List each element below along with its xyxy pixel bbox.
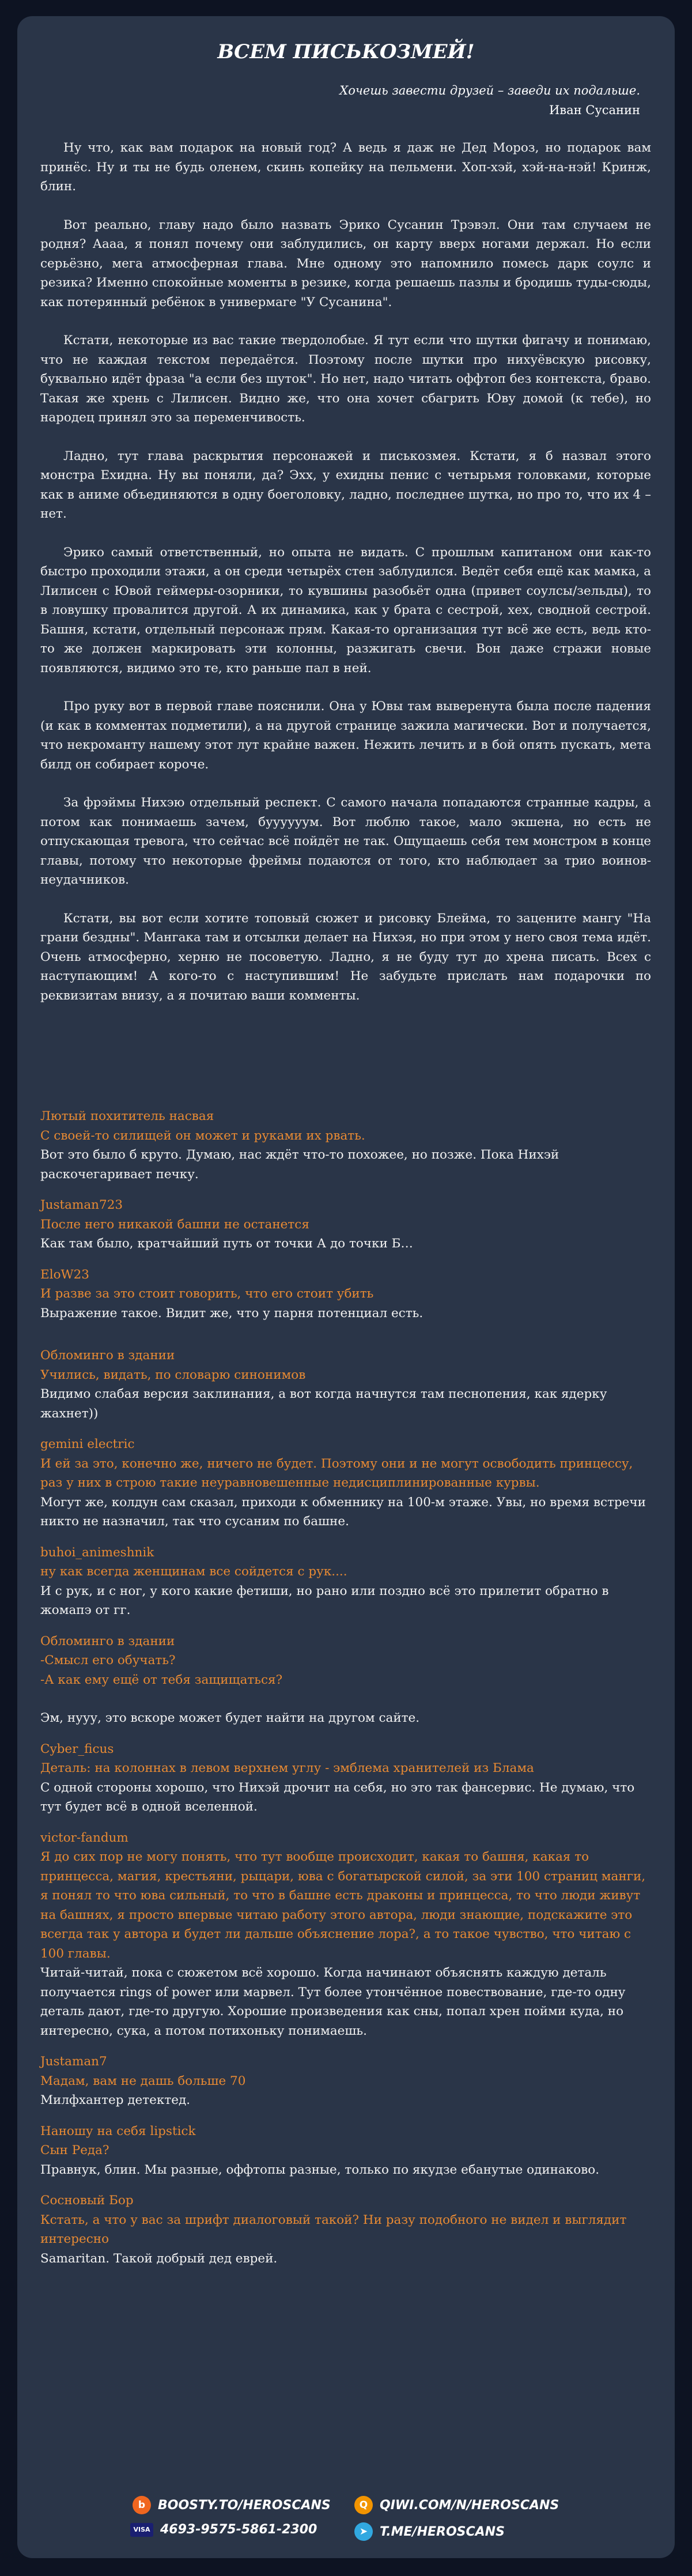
comment-reply: Samaritan. Такой добрый дед еврей. (40, 2251, 278, 2266)
boosty-url: BOOSTY.TO/HEROSCANS (158, 2498, 331, 2513)
comment-author: Cyber_ficus (40, 1741, 114, 1756)
comment-item (40, 1346, 651, 1423)
comment-replies (40, 1107, 651, 2280)
epigraph-quote: Хочешь завести друзей – заведи их подальше. (339, 84, 640, 97)
comment-item (40, 1107, 651, 1184)
comment-quote: Кстать, а что у вас за шрифт диалоговый такой? Ни разу подобного не видел и выглядит интересно (40, 2212, 627, 2246)
comment-author: Обломинго в здании (40, 1634, 175, 1649)
paragraph: Про руку вот в первой главе пояснили. Она у Ювы там выверенута была после падения (и как в комментах подметили), а на другой странице зажила магически. Вот и получается, что некроманту нашему этот лут крайне важен. Нежить лечить и в бой опять пускать, мета билд он собирает короче. (40, 699, 651, 772)
comment-reply: Видимо слабая версия заклинания, а вот когда начнутся там песнопения, как ядерку жахнет)) (40, 1387, 607, 1421)
boosty-link[interactable] (133, 2496, 331, 2514)
comment-reply: Вот это было б круто. Думаю, нас ждёт что-то похожее, но позже. Пока Нихэй раскочегаривает печку. (40, 1148, 559, 1182)
comment-quote: Я до сих пор не могу понять, что тут вообще происходит, какая то башня, какая то принцесса, магия, крестьяни, рыцари, юва с богатырской силой, за эти 100 страниц манги, я понял то что юва сильный, то что в башне есть драконы и принцесса, то что люди живут на башнях, я просто впервые читаю работу этого автора, люди знающие, подскажите это всегда так у автора и будет ли дальше объяснение лора?, а то такое чувство, что читаю с 100 главы. (40, 1850, 646, 1961)
comment-item (40, 2052, 651, 2110)
comment-quote: И разве за это стоит говорить, что его стоит убить (40, 1287, 374, 1301)
comment-item (40, 1195, 651, 1254)
comment-item (40, 2191, 651, 2268)
comment-item (40, 1632, 651, 1728)
comment-quote: Мадам, вам не дашь больше 70 (40, 2073, 246, 2088)
comment-item (40, 1740, 651, 1817)
page-title: ВСЕМ ПИСЬКОЗМЕЙ! (217, 40, 475, 63)
comment-reply: Правнук, блин. Мы разные, оффтопы разные, только по якудзе ебанутые одинаково. (40, 2162, 600, 2177)
epigraph (339, 81, 640, 120)
telegram-url: T.ME/HEROSCANS (380, 2524, 505, 2539)
comment-quote: С своей-то силищей он может и руками их рвать. (40, 1128, 365, 1143)
comment-quote: ну как всегда женщинам все сойдется с рук.... (40, 1564, 347, 1579)
comment-author: Наношу на себя lipstick (40, 2124, 196, 2139)
comment-quote: И ей за это, конечно же, ничего не будет. Поэтому они и не могут освободить принцессу, раз у них в строю такие неуравновешенные недисциплинированные курвы. (40, 1456, 633, 1490)
card-number: 4693-9575-5861-2300 (160, 2522, 317, 2537)
telegram-icon: ➤ (354, 2522, 373, 2541)
comment-quote: Учились, видать, по словарю синонимов (40, 1367, 306, 1382)
visa-icon: VISA (130, 2523, 153, 2537)
comment-author: buhoi_animeshnik (40, 1545, 154, 1560)
comment-reply: Могут же, колдун сам сказал, приходи к обменнику на 100-м этаже. Увы, но время встречи никто не назначил, так что сусаним по башне. (40, 1495, 646, 1529)
translator-note (40, 138, 651, 1024)
comment-author: Сосновый Бор (40, 2193, 134, 2208)
card-number-block (130, 2522, 317, 2537)
comment-item (40, 1543, 651, 1620)
telegram-link[interactable] (354, 2522, 505, 2541)
comment-quote: -Смысл его обучать? -А как ему ещё от тебя защищаться? (40, 1653, 283, 1687)
comment-author: Justaman723 (40, 1198, 123, 1212)
paragraph: Кстати, некоторые из вас такие твердолобые. Я тут если что шутки фигачу и понимаю, что не каждая текстом передаётся. Поэтому после шутки про нихуёвскую рисовку, буквально идёт фраза "а если без шуток". Но нет, надо читать оффтоп без контекста, браво. Такая же хрень с Лилисен. Видно же, что она хочет сбагрить Юву домой (к тебе), но народец принял это за переменчивость. (40, 333, 651, 425)
comment-reply: Милфхантер детектед. (40, 2093, 191, 2107)
comment-reply: Эм, нууу, это вскоре может будет найти на другом сайте. (40, 1711, 420, 1725)
comment-author: Justaman7 (40, 2054, 107, 2069)
comment-quote: Сын Реда? (40, 2143, 109, 2158)
paragraph: Вот реально, главу надо было назвать Эрико Сусанин Трэвэл. Они там случаем не родня? Аааа, я понял почему они заблудились, он карту вверх ногами держал. Но если серьёзно, мега атмосферная глава. Мне одному это напомнило помесь дарк соулс и резика? Именно спокойные моменты в резике, когда решаешь пазлы и бродишь туды-сюды, как потерянный ребёнок в универмаге "У Сусанина". (40, 217, 651, 310)
comment-author: victor-fandum (40, 1830, 128, 1845)
paragraph: Ну что, как вам подарок на новый год? А ведь я даж не Дед Мороз, но подарок вам принёс. Ну и ты не будь оленем, скинь копейку на пельмени. Хоп-хэй, хэй-на-нэй! Кринж, блин. (40, 141, 651, 194)
comment-author: Лютый похититель насвая (40, 1109, 214, 1123)
comment-item (40, 1435, 651, 1532)
comment-item (40, 2122, 651, 2180)
paragraph: Ладно, тут глава раскрытия персонажей и писькозмея. Кстати, я б назвал этого монстра Ехидна. Ну вы поняли, да? Эхх, у ехидны пенис с четырьмя головками, которые как в аниме объединяются в одну боеголовку, ладно, последнее шутка, но про то, что их 4 – нет. (40, 448, 651, 521)
qiwi-link[interactable] (354, 2496, 559, 2514)
boosty-icon: b (133, 2496, 151, 2514)
comment-item (40, 1828, 651, 2041)
comment-reply: Как там было, кратчайший путь от точки А до точки Б… (40, 1236, 413, 1251)
comment-item (40, 1265, 651, 1323)
comment-author: gemini electric (40, 1437, 135, 1451)
comment-quote: Деталь: на колоннах в левом верхнем углу - эмблема хранителей из Блама (40, 1761, 534, 1775)
comment-reply: Выражение такое. Видит же, что у парня потенциал есть. (40, 1306, 423, 1321)
paragraph: Кстати, вы вот если хотите топовый сюжет и рисовку Блейма, то зацените мангу "На грани бездны". Мангака там и отсылки делает на Нихэя, но при этом у него своя тема идёт. Очень атмосферно, херню не посоветую. Ладно, я не буду тут до хрена писать. Всех с наступающим! А кого-то с наступившим! Не забудьте прислать нам подарочки по реквизитам внизу, а я почитаю ваши комменты. (40, 911, 651, 1003)
comment-author: EloW23 (40, 1267, 89, 1282)
epigraph-author: Иван Сусанин (549, 103, 640, 117)
qiwi-url: QIWI.COM/N/HEROSCANS (380, 2498, 559, 2513)
comment-reply: И с рук, и с ног, у кого какие фетиши, но рано или поздно всё это прилетит обратно в жомапэ от гг. (40, 1583, 609, 1617)
qiwi-icon: Q (354, 2496, 373, 2514)
paragraph: За фрэймы Нихэю отдельный респект. С самого начала попадаются странные кадры, а потом как понимаешь зачем, буууууум. Вот люблю такое, мало экшена, но есть не отпускающая тревога, что сейчас всё пойдёт не так. Ощущаешь себя тем монстром в конце главы, потому что некоторые фреймы подаются от того, кто наблюдает за трио воинов-неудачников. (40, 795, 651, 887)
paragraph: Эрико самый ответственный, но опыта не видать. С прошлым капитаном они как-то быстро проходили этажи, а он среди четырёх стен заблудился. Ведёт себя ещё как мамка, а Лилисен с Ювой геймеры-озорники, то кувшины разобьёт одна (привет соулсы/зельды), то в ловушку провалится другой. А их динамика, как у брата с сестрой, хех, сводной сестрой. Башня, кстати, отдельный персонаж прям. Какая-то организация тут всё же есть, ведь кто-то же должен маркировать эти колонны, разжигать свечи. Вон даже стражи новые появляются, видимо это те, кто раньше пал в ней. (40, 545, 651, 676)
comment-reply: Читай-читай, пока с сюжетом всё хорошо. Когда начинают объяснять каждую деталь получается rings of power или марвел. Тут более утончённое повествование, где-то одну деталь дают, где-то другую. Хорошие произведения как сны, попал хрен пойми куда, но интересно, сука, а потом потихоньку понимаешь. (40, 1966, 626, 2038)
comment-quote: После него никакой башни не останется (40, 1217, 309, 1232)
comment-reply: С одной стороны хорошо, что Нихэй дрочит на себя, но это так фансервис. Не думаю, что тут будет всё в одной вселенной. (40, 1780, 635, 1814)
comment-author: Обломинго в здании (40, 1348, 175, 1363)
